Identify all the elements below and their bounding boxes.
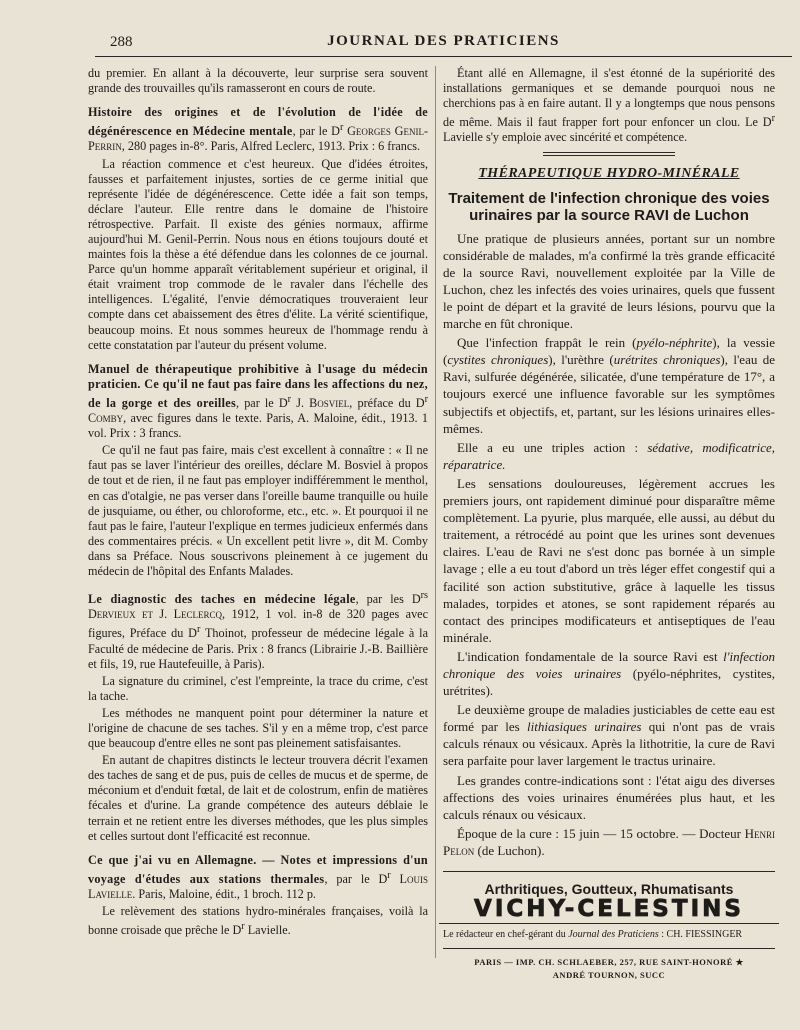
book-review-bosviel: Manuel de thérapeutique prohibitive à l'usage du médecin praticien. Ce qu'il ne faut pas faire dans les affections du nez, de la gorge et des oreilles, par le $D^r$ J. Bosviel, préface du $D^r$ Comby, avec figures dans le texte. Paris, A. Maloine, édit., 1913. 1 vol. Prix : 3 francs. [88,361,428,441]
review-text: Le relèvement des stations hydro-minérales françaises, voilà la bonne croisade que prêche le $D^r$ Lavielle. [88,904,428,938]
editor-line: Le rédacteur en chef-gérant du Journal des Praticiens : CH. FIESSINGER [443,924,775,949]
ad-tagline: Arthritiques, Goutteux, Rhumatisants [484,881,734,897]
left-column [88,66,428,940]
page-header [95,30,792,57]
printer-imprint: PARIS — IMP. CH. SCHLAEBER, 257, RUE SAINT-HONORÉ ★ ANDRÉ TOURNON, SUCC [474,957,744,981]
article-paragraph: Que l'infection frappât le rein (pyélo-néphrite), la vessie (cystites chroniques), l'urèthre (urétrites chroniques), l'eau de Ravi, sulfurée dégénérée, silicatée, d'une température de 17°, a toujours exercé une influence favorable sur les symptômes subjectifs et objectifs, et, partant, sur les lésions urinaires elles-mêmes. [443,335,775,436]
review-text: En autant de chapitres distincts le lecteur trouvera décrit l'examen des taches de sang et de pus, puis de celles de mucus et de sperme, de méconium et d'enduit fœtal, de lait et de colostrum, enfin de matières fécales et d'urine. La grande compétence des auteurs déblaie le terrain et ne retient entre les diverses méthodes, que les plus simples et celles surtout dont l'efficacité est reconnue. [88,753,428,843]
review-continuation: Étant allé en Allemagne, il s'est étonné de la supériorité des installations germaniques et se demande pourquoi nous ne cherchions pas à en faire autant. Il y a longtemps que nous pensons de même. Mais il faut frapper fort pour enfoncer un clou. Le $D^r$ Lavielle s'y emploie avec sincérité et compétence. [443,66,775,145]
book-review-lavielle: Ce que j'ai vu en Allemagne. — Notes et impressions d'un voyage d'études aux stations thermales, par le $D^r$ Louis Lavielle. Paris, Maloine, édit., 1 broch. 112 p. [88,852,429,901]
article-paragraph: Les sensations douloureuses, légèrement accrues les premiers jours, ont rapidement diminué pour disparaître même complètement. La pyurie, plus marquée, elle aussi, au début du traitement, a rétrocédé au point que les urines sont devenues claires. L'eau de Ravi ne s'est donc pas bornée à un simple lavage ; elle a eu tout d'abord un très léger effet congestif qui a facilité son action substitutive, grâce à laquelle les tissus malades, torpides et atones, se sont rapidement réparés au contact des principes modificateurs et antiseptiques de l'eau minérale. [443,475,775,645]
paragraph-continuation: du premier. En allant à la découverte, leur surprise sera souvent grande des trouvailles qu'ils ramasseront en cours de route. [88,66,428,96]
page-number: 288 [110,34,133,50]
book-review-taches: Le diagnostic des taches en médecine légale, par les $D^{rs}$ Dervieux et J. Leclercq, 1912, 1 vol. in-8 de 320 pages avec figures, Préface du $D^r$ Thoinot, professeur de médecine légale à la Faculté de médecine de Paris. Prix : 8 francs (Librairie J.-B. Baillière et fils, 19, rue Hautefeuille, à Paris). [88,590,429,671]
review-text: Ce qu'il ne faut pas faire, mais c'est excellent à connaître : « Il ne faut pas se laver l'intérieur des oreilles, déclare M. Bosviel à propos de tout et de rien, il ne faut pas employer indifféremment le menthol, en cas d'otalgie, ne pas verser dans l'oreille baume tranquille ou huile de jusquiame, ou éther, ou chloroforme, etc., etc. ». Et pourquoi il ne faut pas le faire, l'auteur l'explique en termes judicieux enfermés dans des commentaires précis. « Un excellent petit livre », dit M. Comby dans sa Préface. Nous souscrivons pleinement à ce jugement du médecin de l'hôpital des Enfants Malades. [88,443,428,579]
article-paragraph: Une pratique de plusieurs années, portant sur un nombre considérable de malades, m'a confirmé la très grande efficacité de la source Ravi, nouvellement exploitée par la Ville de Luchon, chez les infectés des voies urinaires, quels que fussent le point de départ et la gravité de leurs lésions, pourvu que la marche en fût chronique. [443,230,775,332]
article-signature: Époque de la cure : 15 juin — 15 octobre. — Docteur Henri Pelon (de Luchon). [443,825,775,858]
column-divider [435,66,436,958]
book-review-genil-perrin: Histoire des origines et de l'évolution de l'idée de dégénérescence en Médecine mentale, par le $D^r$ Georges Genil-Perrin, 280 pages in-8°. Paris, Alfred Leclerc, 1913. Prix : 6 francs. [88,105,429,154]
article-paragraph: L'indication fondamentale de la source Ravi est l'infection chronique des voies urinaires (pyélo-néphrites, cystites, urétrites). [443,648,775,699]
article-title: Traitement de l'infection chronique des voies urinaires par la source RAVI de Luchon [448,189,770,224]
journal-title: JOURNAL DES PRATICIENS [327,33,560,49]
section-rule [543,152,675,156]
article-paragraph: Les grandes contre-indications sont : l'état aigu des diverses affections des voies urinaires énumérées plus haut, et les calculs rénaux ou vésicaux. [443,772,775,822]
section-rubric: THÉRAPEUTIQUE HYDRO-MINÉRALE [478,165,740,181]
article-body [443,230,775,859]
review-text: La réaction commence et c'est heureux. Que d'idées étroites, fausses et parfaitement injustes, sorties de ce germe initial que représente l'idée de dégénérescence. Cette idée a fait son temps, déclare l'auteur. Elle rentre dans le domaine de l'histoire rétrospective. Parfait. Il existe des génies normaux, affirme aujourd'hui M. Genil-Perrin. Nous nous en étions toujours douté et maintes fois la thèse a été défendue dans les colonnes de ce journal. Parce qu'un homme apparaît véritablement supérieur et original, il était vraiment trop commode de le ravaler dans l'échelle des intelligences. L'égalité, l'envie démocratiques trouveraient leur compte dans cet abaissement des êtres d'élite. La vérité scientifique, beaucoup moins. Et nous sommes heureux de l'hommage rendu à cette constatation par l'auteur du présent volume. [88,156,428,352]
article-paragraph: Elle a eu une triples action : sédative, modificatrice, réparatrice. [443,439,775,472]
review-text: La signature du criminel, c'est l'empreinte, la trace du crime, c'est la tache. [88,673,428,703]
review-text: Les méthodes ne manquent point pour déterminer la nature et l'origine de chacune de ses taches. S'il y en a même trop, c'est parce que beaucoup d'entre elles ne sont pas pleinement satisfaisantes. [88,705,428,751]
vichy-advertisement [443,871,775,982]
right-column [443,66,775,982]
article-paragraph: Le deuxième groupe de maladies justiciables de cette eau est formé par les lithiasiques urinaires qui n'ont pas de vrais calculs rénaux ou vésicaux. Après la lithotritie, la cure de Ravi sera parfaite pour laver largement le tractus urinaire. [443,702,775,769]
ad-brand: VICHY-CELESTINS [474,896,744,923]
